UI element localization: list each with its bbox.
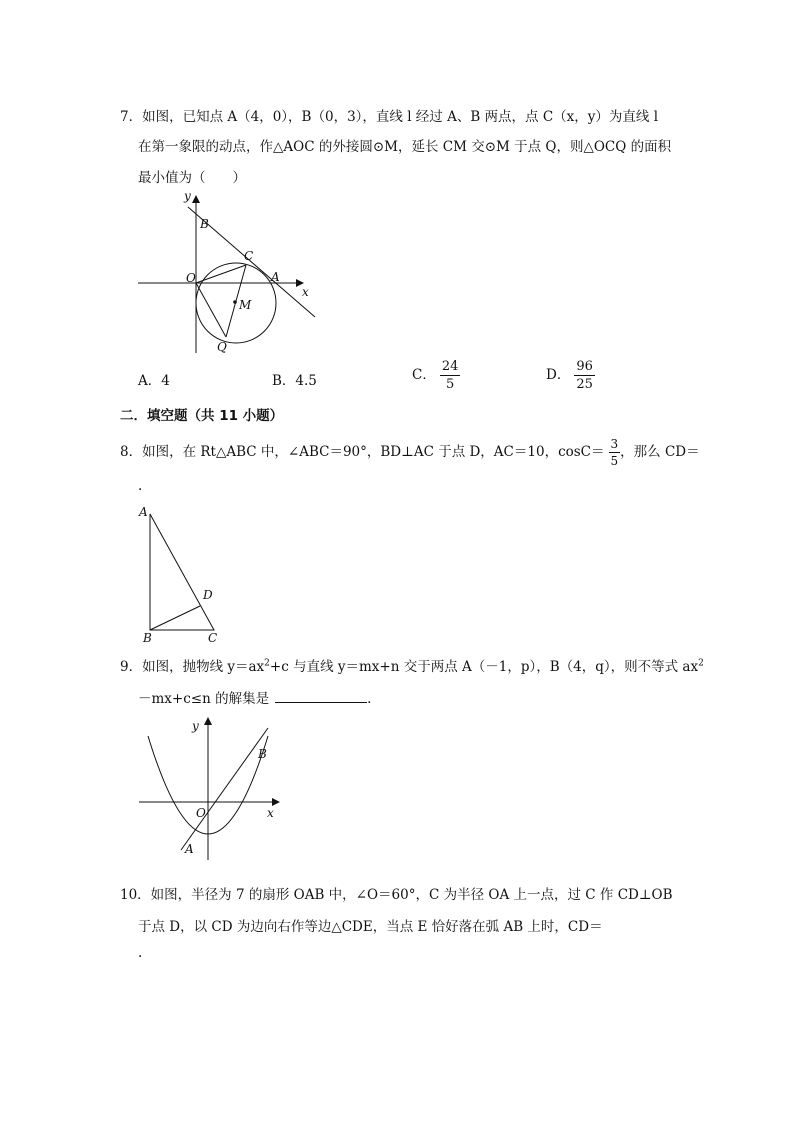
q9-answer-blank[interactable]: [275, 690, 367, 703]
q7-line-3: 最小值为（ ）: [138, 170, 246, 186]
q7-option-a-letter: A．: [138, 373, 162, 389]
q7-label-q: Q: [217, 340, 227, 354]
q9-label-y: y: [192, 719, 199, 733]
q9-line-1: [120, 655, 704, 675]
q10-line-3: .: [138, 945, 143, 961]
q9-text-b: +c 与直线 y＝mx+n 交于两点 A（－1，p），B（4，q），则不等式 ax: [269, 659, 699, 675]
q10-line-1: 10．如图，半径为 7 的扇形 OAB 中，∠O＝60°，C 为半径 OA 上一点，过 C 作 CD⊥OB: [120, 887, 673, 903]
q9-line: [181, 728, 268, 850]
q7-segment-oc: [196, 265, 246, 283]
q8-label-a: A: [139, 505, 148, 519]
q9-text-d: .: [367, 691, 372, 707]
section-fill-in-blank-title: 二．填空题（共 11 小题）: [120, 408, 284, 424]
q9-label-x: x: [267, 806, 274, 820]
q7-option-a[interactable]: [138, 369, 170, 389]
q9-label-a: A: [185, 842, 194, 856]
q8-line-2: .: [138, 478, 143, 494]
q7-line-1: 7．如图，已知点 A（4，0），B（0，3），直线 l 经过 A、B 两点，点 C（x，y）为直线 l: [120, 109, 659, 125]
q8-text-b: ，那么 CD＝: [620, 444, 700, 460]
q7-option-a-text: 4: [161, 373, 170, 389]
q7-option-b-text: 4.5: [295, 373, 317, 389]
q9-text-a: 9．如图，抛物线 y＝ax: [120, 659, 265, 675]
q8-figure: [136, 500, 231, 648]
q8-label-c: C: [208, 631, 218, 645]
q7-label-c: C: [244, 249, 254, 263]
q8-segment-bd: [150, 606, 200, 630]
q7-label-x: x: [302, 285, 309, 299]
q8-label-d: D: [203, 588, 213, 602]
q8-line-1: [120, 438, 700, 467]
q7-label-m: M: [239, 298, 252, 312]
q7-option-d-fraction: $\frac{96}{25}$: [576, 359, 593, 392]
q9-sup-1: 2: [264, 658, 270, 669]
q9-line-2: [138, 687, 371, 707]
q8-fraction: $\frac{3}{5}$: [610, 437, 619, 468]
q8-triangle-abc: [150, 514, 214, 630]
q7-line-2: 在第一象限的动点，作△AOC 的外接圆⊙M，延长 CM 交⊙M 于点 Q，则△OCQ 的面积: [138, 139, 672, 155]
q9-label-o: O: [196, 806, 206, 820]
q9-label-b: B: [258, 747, 267, 761]
q7-figure: [130, 185, 330, 360]
q7-label-y: y: [184, 189, 191, 203]
q7-label-b: B: [200, 217, 209, 231]
q9-sup-2: 2: [698, 658, 704, 669]
q7-segment-oq: [196, 283, 226, 337]
q9-figure: [136, 712, 286, 862]
q7-option-b-letter: B．: [272, 373, 296, 389]
q8-label-b: B: [143, 631, 152, 645]
q7-option-b[interactable]: [272, 369, 317, 389]
q7-option-d[interactable]: [546, 360, 595, 391]
q7-option-c[interactable]: [412, 360, 460, 391]
q10-line-2: 于点 D，以 CD 为边向右作等边△CDE，当点 E 恰好落在弧 AB 上时，CD＝: [138, 919, 603, 935]
q7-option-c-fraction: $\frac{24}{5}$: [441, 359, 459, 392]
q7-option-c-letter: C．: [412, 367, 436, 383]
q7-label-a: A: [271, 270, 280, 284]
q8-text-a: 8．如图，在 Rt△ABC 中，∠ABC＝90°，BD⊥AC 于点 D，AC＝10，cosC＝: [120, 444, 605, 460]
q7-label-o: O: [186, 271, 196, 285]
q9-text-c: －mx+c≤n 的解集是: [138, 691, 270, 707]
q7-option-d-letter: D．: [546, 367, 571, 383]
q7-point-m: [233, 300, 237, 304]
